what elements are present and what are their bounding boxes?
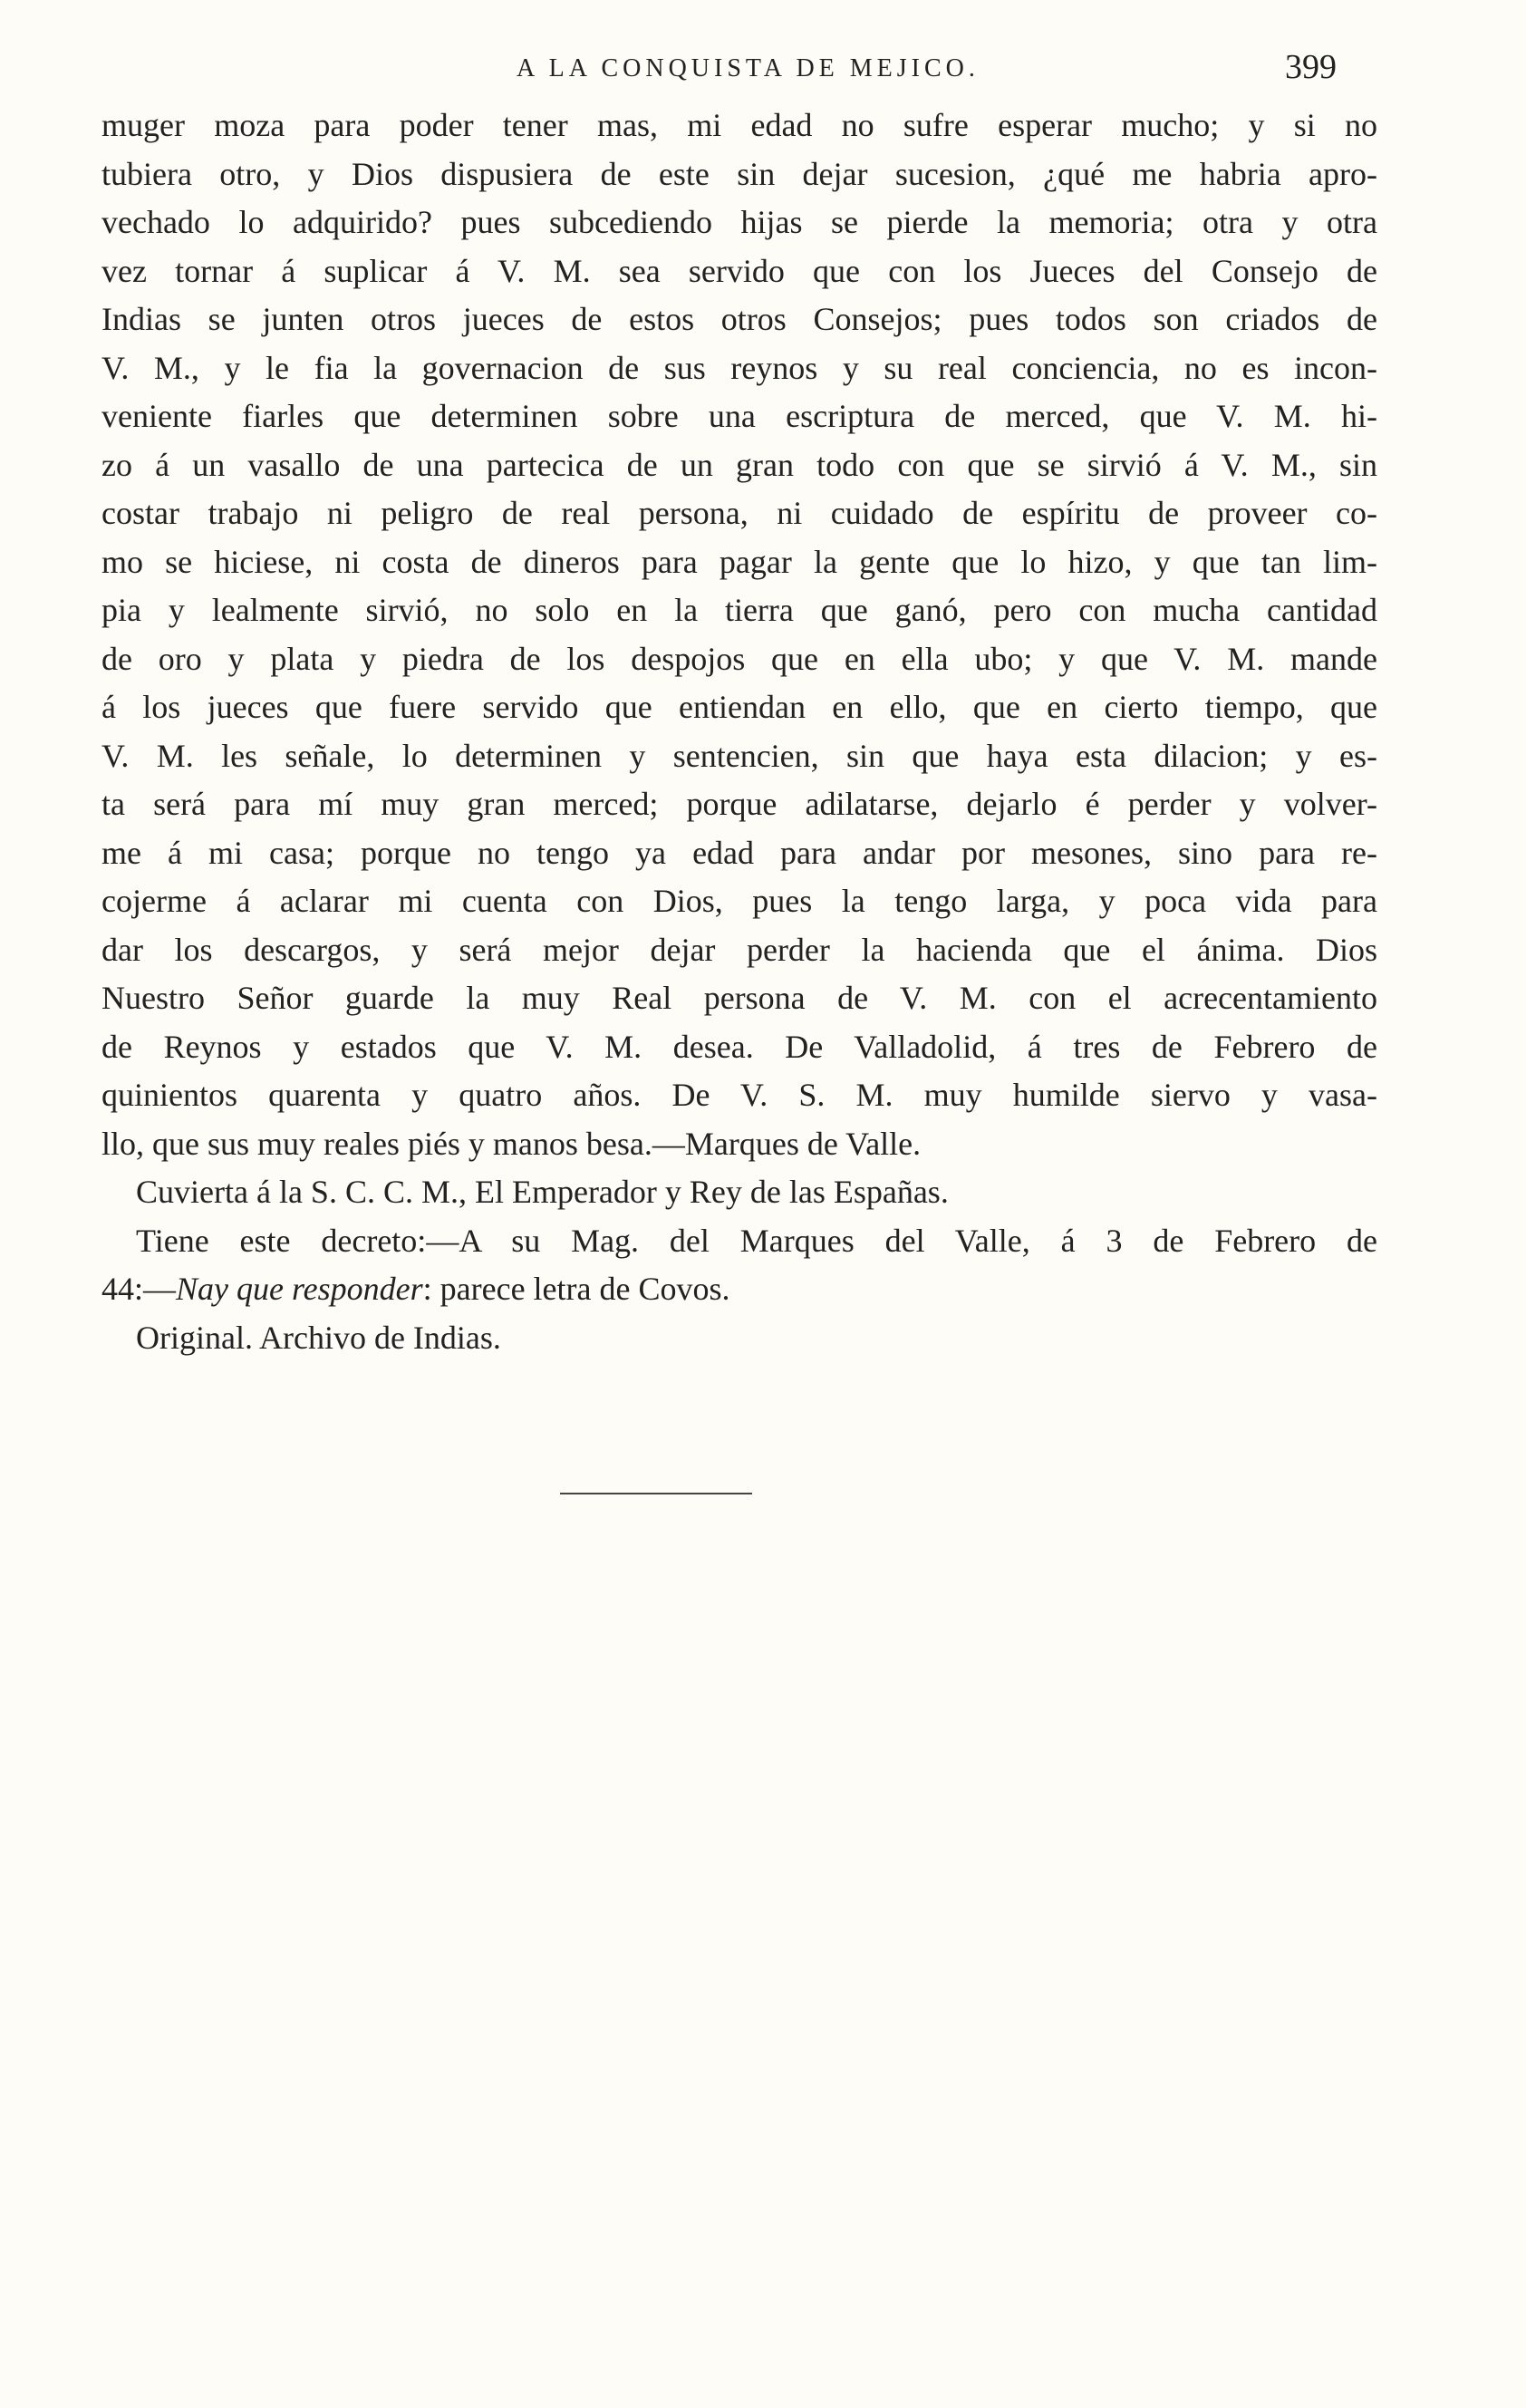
text-line: muger moza para poder tener mas, mi edad no sufre esperar mucho; y si no [101,107,1377,143]
text-line: vechado lo adquirido? pues subcediendo hijas se pierde la memoria; otra y otra [101,204,1377,240]
decree-prefix: 44:— [101,1271,177,1307]
text-line: á los jueces que fuere servido que entiendan en ello, que en cierto tiempo, que [101,689,1377,725]
decree-line: Tiene este decreto:—A su Mag. del Marques del Valle, á 3 de Febrero de [136,1222,1377,1259]
running-head [0,40,1526,94]
text-line: vez tornar á suplicar á V. M. sea servido que con los Jueces del Consejo de [101,252,1377,289]
text-line: veniente fiarles que determinen sobre una escriptura de merced, que V. M. hi- [101,398,1377,434]
text-line: cojerme á aclarar mi cuenta con Dios, pues la tengo larga, y poca vida para [101,883,1377,919]
text-line: ta será para mí muy gran merced; porque adilatarse, dejarlo é perder y volver- [101,786,1377,822]
text-line: costar trabajo ni peligro de real persona, ni cuidado de espíritu de proveer co- [101,495,1377,531]
text-line: dar los descargos, y será mejor dejar perder la hacienda que el ánima. Dios [101,931,1377,968]
text-line: me á mi casa; porque no tengo ya edad para andar por mesones, sino para re- [101,834,1377,871]
text-line: tubiera otro, y Dios dispusiera de este sin dejar sucesion, ¿qué me habria apro- [101,155,1377,192]
text-line: de oro y plata y piedra de los despojos que en ella ubo; y que V. M. mande [101,640,1377,677]
text-line: V. M., y le fia la governacion de sus reynos y su real conciencia, no es incon- [101,349,1377,386]
text-line: V. M. les señale, lo determinen y sentencien, sin que haya esta dilacion; y es- [101,737,1377,774]
end-rule [560,1493,752,1494]
text-line: mo se hiciese, ni costa de dineros para pagar la gente que lo hizo, y que tan lim- [101,543,1377,580]
text-line: Nuestro Señor guarde la muy Real persona de V. M. con el acrecentamiento [101,980,1377,1016]
page-number: 399 [1285,48,1337,86]
text-line: de Reynos y estados que V. M. desea. De Valladolid, á tres de Febrero de [101,1028,1377,1065]
decree-line-continued [101,1265,1377,1314]
decree-suffix: : parece letra de Covos. [422,1271,730,1307]
decree-italic-phrase: Nay que responder [176,1271,423,1307]
signature-line: llo, que sus muy reales piés y manos besa.—Marques de Valle. [101,1125,922,1162]
letter-body [101,102,1377,1362]
text-line: quinientos quarenta y quatro años. De V. S. M. muy humilde siervo y vasa- [101,1077,1377,1113]
cover-line: Cuvierta á la S. C. C. M., El Emperador y Rey de las Españas. [136,1174,949,1210]
text-line: pia y lealmente sirvió, no solo en la tierra que ganó, pero con mucha cantidad [101,592,1377,628]
running-title: A LA CONQUISTA DE MEJICO. [517,54,980,82]
text-line: Indias se junten otros jueces de estos otros Consejos; pues todos son criados de [101,301,1377,337]
text-line: zo á un vasallo de una partecica de un gran todo con que se sirvió á V. M., sin [101,446,1377,483]
source-line: Original. Archivo de Indias. [136,1319,501,1356]
